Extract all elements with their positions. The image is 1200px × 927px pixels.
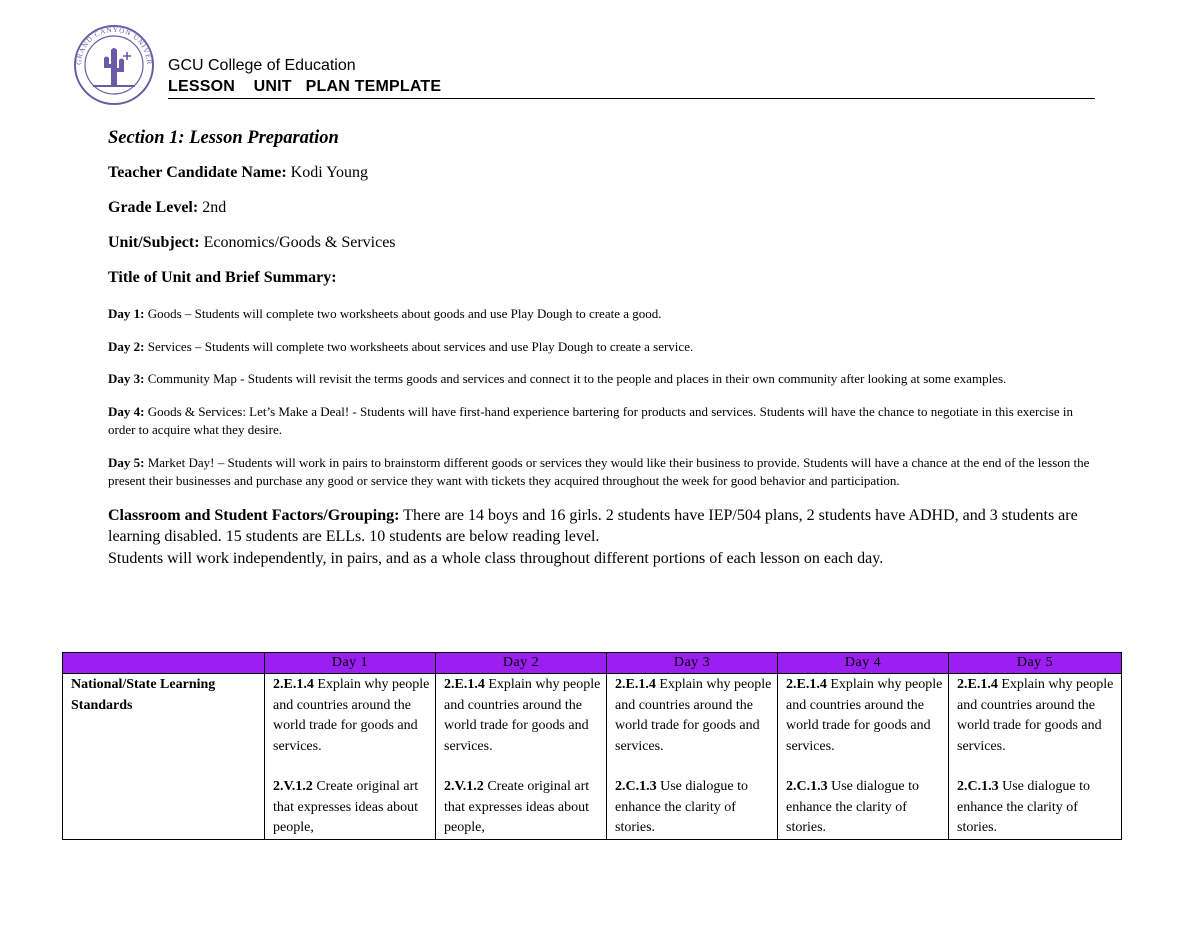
table-row [63,674,1122,840]
standard-text: Explain why people and countries around the world trade for goods and services. [615,677,772,754]
standard-text: Use dialogue to enhance the clarity of stories. [957,779,1090,835]
row-label-standards: National/State Learning Standards [63,674,265,840]
standard-code: 2.V.1.2 [444,779,484,794]
standard-text: Explain why people and countries around the world trade for goods and services. [273,677,430,754]
header-day-3: Day 3 [607,653,778,674]
standard-code: 2.C.1.3 [615,779,657,794]
header-divider [168,98,1095,99]
day-summary-3 [108,370,1098,389]
grade-level-label: Grade Level: [108,199,199,216]
unit-subject-label: Unit/Subject: [108,234,200,251]
university-seal-logo [71,24,157,106]
standards-cell-day-2 [436,674,607,840]
day-label: Day 3: [108,371,145,386]
seal-text: GRAND CANYON UNIVER [74,25,154,66]
day-label: Day 2: [108,338,145,354]
header-blank [63,653,265,674]
standards-cell-day-1 [265,674,436,840]
summary-title: Title of Unit and Brief Summary: [108,269,337,286]
grade-level-field [108,199,1098,222]
standard-text: Use dialogue to enhance the clarity of stories. [786,779,919,835]
header-day-2: Day 2 [436,653,607,674]
day-summary-1 [108,305,1098,324]
standard-text: Use dialogue to enhance the clarity of stories. [615,779,748,835]
section-title: Section 1: Lesson Preparation [108,128,339,148]
unit-subject-value: Economics/Goods & Services [203,234,396,251]
standard-text: Explain why people and countries around the world trade for goods and services. [786,677,943,754]
standard-text: Create original art that expresses ideas about people, [444,779,590,835]
factors-grouping-text: Students will work independently, in pairs, and as a whole class throughout different portions of each lesson on each day. [108,549,884,567]
day-text: Community Map - Students will revisit the terms goods and services and connect it to the people and places in their own community after looking at some examples. [147,371,1007,386]
classroom-factors [108,505,1098,570]
teacher-name-field [108,164,1098,187]
day-text: Services – Students will complete two worksheets about services and use Play Dough to create a service. [147,338,694,354]
standard-code: 2.C.1.3 [786,779,828,794]
standard-text: Explain why people and countries around the world trade for goods and services. [444,677,601,754]
day-text: Goods – Students will complete two worksheets about goods and use Play Dough to create a good. [147,306,662,321]
standard-code: 2.E.1.4 [615,677,656,692]
standard-text: Explain why people and countries around the world trade for goods and services. [957,677,1114,754]
standard-code: 2.E.1.4 [273,677,314,692]
college-name: GCU College of Education [168,57,356,74]
template-title: LESSON UNIT PLAN TEMPLATE [168,78,442,95]
standards-cell-day-3 [607,674,778,840]
table-header-row [63,653,1122,674]
lesson-preparation-section [108,128,1098,569]
day-text: Market Day! – Students will work in pairs to brainstorm different goods or services they would like their business to provide. Students will have a chance at the end of the lesson the present their businesses and purchase any good or service they want with tickets they acquired throughout the week for good behavior and participation. [108,454,1090,488]
day-label: Day 5: [108,454,145,470]
day-summary-5 [108,454,1098,491]
factors-text: There are 14 boys and 16 girls. 2 students have IEP/504 plans, 2 students have ADHD, and 3 students are learning disabled. 15 students are ELLs. 10 students are below reading level. [108,506,1078,545]
day-summary-2 [108,338,1098,357]
unit-subject-field [108,234,1098,257]
standards-cell-day-5 [949,674,1122,840]
teacher-name-value: Kodi Young [290,164,369,181]
standards-cell-day-4 [778,674,949,840]
factors-label: Classroom and Student Factors/Grouping: [108,506,400,524]
header-day-5: Day 5 [949,653,1122,674]
grade-level-value: 2nd [202,199,227,216]
standard-text: Create original art that expresses ideas about people, [273,779,419,835]
standard-code: 2.E.1.4 [444,677,485,692]
day-label: Day 1: [108,306,145,321]
standard-code: 2.E.1.4 [786,677,827,692]
header-day-4: Day 4 [778,653,949,674]
standard-code: 2.C.1.3 [957,779,999,794]
standards-table [62,652,1122,840]
standard-code: 2.E.1.4 [957,677,998,692]
header-day-1: Day 1 [265,653,436,674]
teacher-name-label: Teacher Candidate Name: [108,164,287,181]
day-label: Day 4: [108,403,145,419]
day-text: Goods & Services: Let’s Make a Deal! - Students will have first-hand experience bartering for products and services. Students will have the chance to negotiate in this exercise in order to acquire what they desire. [108,403,1073,437]
standard-code: 2.V.1.2 [273,779,313,794]
day-summary-4 [108,403,1098,440]
